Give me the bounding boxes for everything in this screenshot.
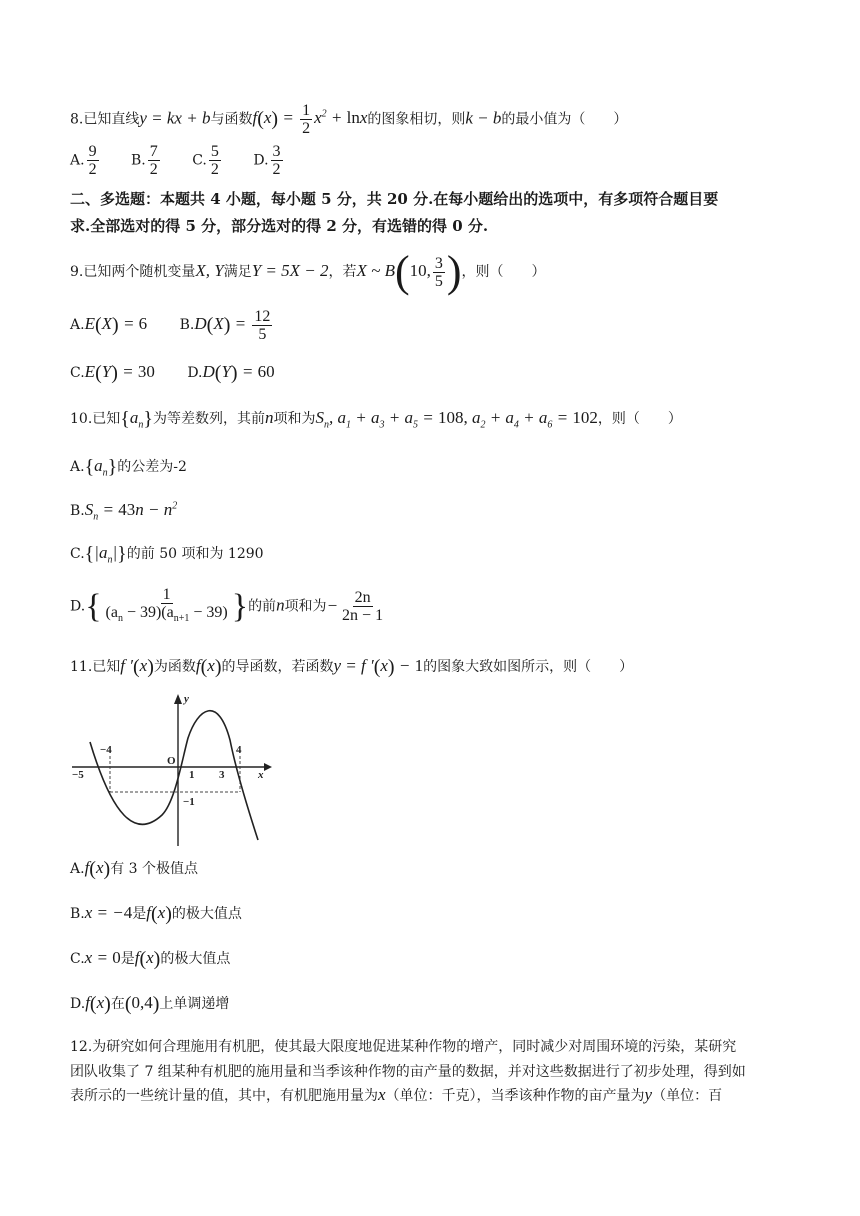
question-number: 8. <box>70 111 84 128</box>
tick-label-3: 3 <box>219 769 225 781</box>
option-c[interactable]: C. $\frac{5}{2}$ <box>192 143 219 178</box>
x-axis-label: x <box>258 769 264 781</box>
option-a[interactable]: A. $\frac{9}{2}$ <box>70 143 97 178</box>
question-9-options-row1 <box>70 308 274 343</box>
option-a[interactable]: A.E(X) = 6 <box>70 314 148 337</box>
y-axis-label: y <box>184 693 189 705</box>
derivative-graph <box>70 690 275 848</box>
question-8 <box>70 102 627 137</box>
option-a[interactable]: $A.\{a_n\}$的公差为-2 <box>70 456 187 479</box>
option-d[interactable]: D. $\frac{3}{2}$ <box>253 143 281 178</box>
option-c[interactable]: C.x = 0是f(x)的极大值点 <box>70 948 231 970</box>
question-text: 的最小值为（ ） <box>501 111 628 128</box>
option-c[interactable]: C.E(Y) = 30 <box>70 362 155 384</box>
question-12-line3: 表所示的一些统计量的值，其中，有机肥施用量为x（单位：千克），当季该种作物的亩产量为y（单位：百 <box>70 1085 723 1104</box>
question-12-line1: 12.为研究如何合理施用有机肥，使其最大限度地促进某种作物的增产，同时减少对周围环境的污染，某研究 <box>70 1039 737 1055</box>
question-10: 10.已知$\{a_n\}$为等差数列，其前n项和为$S_n$, $a_1 + a_3 + a_5 = 108$, $a_2 + a_4 + a_6 = 102$，则（ ） <box>70 408 682 431</box>
tick-label-neg5: −5 <box>72 769 84 781</box>
question-12-line2: 团队收集了 7 组某种有机肥的施用量和当季该种作物的亩产量的数据，并对这些数据进行了初步处理，得到如 <box>70 1064 746 1080</box>
question-8-options <box>70 143 311 178</box>
question-text: 与函数 <box>210 111 253 128</box>
option-b[interactable]: B.D(X) = $\frac{12}{5}$ <box>179 308 271 343</box>
tick-label-1: 1 <box>189 769 195 781</box>
tick-label-4: 4 <box>236 744 242 756</box>
y-axis-arrow <box>174 694 182 704</box>
option-b[interactable]: $B.S_n = 43n - n^2$ <box>70 500 178 523</box>
tick-label-neg4: −4 <box>100 744 112 756</box>
tick-label-neg1: −1 <box>183 796 195 808</box>
option-b[interactable]: B.x = −4是f(x)的极大值点 <box>70 903 242 925</box>
option-b[interactable]: B. $\frac{7}{2}$ <box>131 143 158 178</box>
line-equation: y = kx + b <box>139 108 211 128</box>
question-text: 的图象相切，则 <box>367 111 466 128</box>
option-c[interactable]: $C.\{|a_n|\}$的前 50 项和为 1290 <box>70 543 264 566</box>
option-d[interactable]: D.{ $\frac{1}{(a_n - 39)(a_{n+1} - 39)}$ }的前n项和为− $\frac{2n}{2n - 1}$ <box>70 586 384 625</box>
question-9: 9.已知两个随机变量X, Y满足Y = 5X − 2，若X ~ B(10, $\frac{3}{5}$ )，则（ ） <box>70 247 546 296</box>
origin-label: O <box>167 755 176 767</box>
question-text: 已知直线 <box>83 111 140 128</box>
option-a[interactable]: A.f(x)有 3 个极值点 <box>70 858 198 880</box>
curve <box>90 711 258 840</box>
question-11: 11.已知f ′(x)为函数f(x)的导函数，若函数y = f ′(x) − 1的图象大致如图所示，则（ ） <box>70 656 634 678</box>
target-expression: k − b <box>465 108 502 128</box>
section-heading: 二、多选题：本题共 4 小题，每小题 5 分，共 20 分.在每小题给出的选项中，有多项符合题目要 <box>70 190 719 208</box>
section-heading-line2: 求.全部选对的得 5 分，部分选对的得 2 分，有选错的得 0 分. <box>70 217 489 235</box>
option-d[interactable]: D.D(Y) = 60 <box>187 362 275 384</box>
x-axis-arrow <box>264 763 272 771</box>
option-d[interactable]: D.f(x)在(0,4)上单调递增 <box>70 993 230 1015</box>
question-9-options-row2 <box>70 362 275 385</box>
function-expression: f(x) = $\frac{1}{2}$ $x^2 + \ln x$ <box>252 102 368 137</box>
